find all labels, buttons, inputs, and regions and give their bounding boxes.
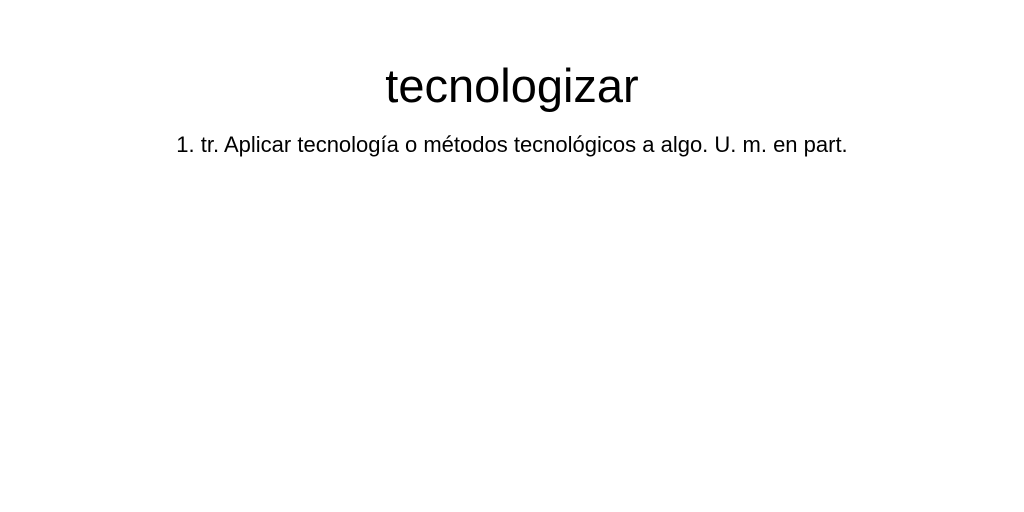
definition-1: 1. tr. Aplicar tecnología o métodos tecnológicos a algo. U. m. en part. bbox=[176, 132, 848, 157]
headword: tecnologizar bbox=[385, 59, 639, 112]
